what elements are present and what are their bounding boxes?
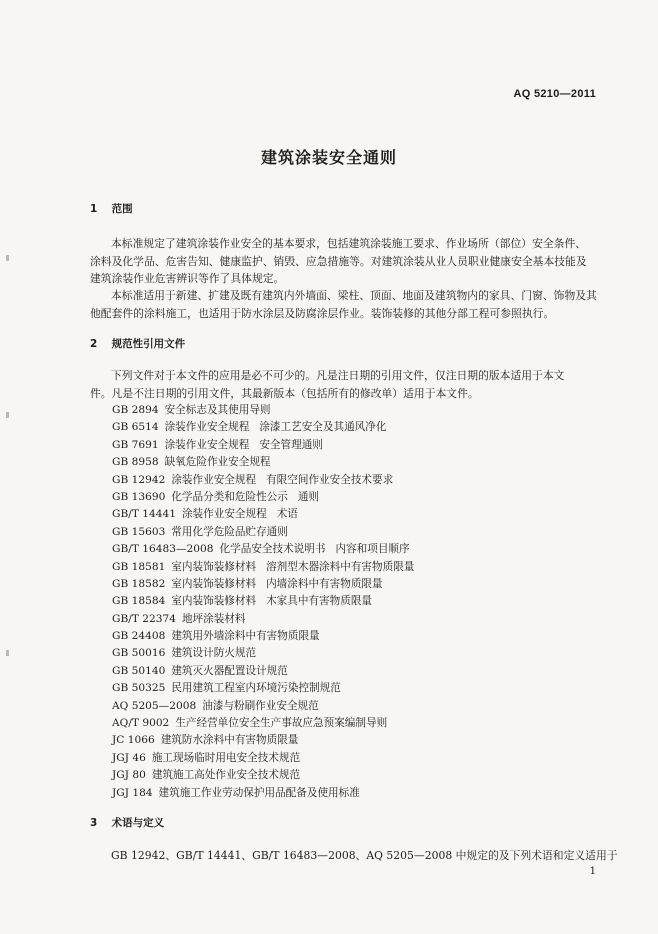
text-line: 下列文件对于本文件的应用是必不可少的。凡是注日期的引用文件，仅注日期的版本适用于本文 <box>111 369 565 382</box>
reference-title: 化学品分类和危险性公示 <box>171 490 288 503</box>
reference-item <box>112 663 414 680</box>
reference-subtitle: 涂漆工艺安全及其通风净化 <box>259 421 387 434</box>
reference-code: GB 24408 <box>112 630 166 643</box>
reference-item <box>112 506 414 523</box>
reference-title: 室内装饰装修材料 <box>171 595 257 608</box>
scan-mark <box>6 255 9 261</box>
reference-subtitle: 术语 <box>276 508 298 521</box>
text-line: 本标准规定了建筑涂装作业安全的基本要求，包括建筑涂装施工要求、作业场所（部位）安全条件、 <box>111 237 587 250</box>
reference-title: 涂装作业安全规程 <box>171 473 257 486</box>
reference-title: 涂装作业安全规程 <box>164 438 250 451</box>
reference-subtitle: 内墙涂料中有害物质限量 <box>266 577 383 590</box>
reference-title: 室内装饰装修材料 <box>171 577 257 590</box>
reference-code: GB 50325 <box>112 682 166 695</box>
reference-code: GB/T 22374 <box>112 612 176 625</box>
reference-code: GB 50140 <box>112 664 166 677</box>
text-line: 本标准适用于新建、扩建及既有建筑内外墙面、梁柱、顶面、地面及建筑物内的家具、门窗、饰物及其 <box>111 289 597 302</box>
reference-code: GB 6514 <box>112 421 159 434</box>
reference-item <box>112 559 414 576</box>
reference-title: 建筑施工高处作业安全技术规范 <box>151 769 301 782</box>
reference-code: AQ/T 9002 <box>112 717 170 730</box>
reference-code: GB 18581 <box>112 560 166 573</box>
reference-code: JGJ 46 <box>112 751 146 764</box>
reference-code: GB 12942 <box>112 473 166 486</box>
standard-code: AQ 5210—2011 <box>513 88 596 100</box>
reference-title: 缺氧危险作业安全规程 <box>164 456 271 469</box>
reference-subtitle: 内容和项目顺序 <box>335 543 410 556</box>
reference-item <box>112 541 414 558</box>
section-2-heading <box>90 336 185 351</box>
reference-item <box>112 454 414 471</box>
reference-code: GB 50016 <box>112 647 166 660</box>
reference-title: 常用化学危险品贮存通则 <box>171 525 288 538</box>
reference-item <box>112 645 414 662</box>
section-3-title: 术语与定义 <box>111 817 165 829</box>
reference-item <box>112 611 414 628</box>
text-line: 件。凡是不注日期的引用文件，其最新版本（包括所有的修改单）适用于本文件。 <box>90 386 479 400</box>
reference-item <box>112 472 414 489</box>
reference-code: GB 7691 <box>112 438 159 451</box>
reference-code: GB 13690 <box>112 490 166 503</box>
reference-subtitle: 通则 <box>297 490 320 503</box>
reference-item <box>112 680 414 697</box>
reference-title: 地坪涂装材料 <box>181 612 246 625</box>
reference-title: 生产经营单位安全生产事故应急预案编制导则 <box>175 717 388 730</box>
reference-item <box>112 489 414 506</box>
reference-item <box>112 419 414 436</box>
reference-title: 油漆与粉刷作业安全规范 <box>202 699 319 712</box>
reference-item <box>112 785 414 802</box>
reference-code: AQ 5205—2008 <box>112 699 197 712</box>
reference-title: 建筑施工作业劳动保护用品配备及使用标准 <box>158 786 360 799</box>
reference-title: 建筑灭火器配置设计规范 <box>171 664 288 677</box>
reference-item <box>112 437 414 454</box>
reference-code: JGJ 80 <box>112 769 146 782</box>
reference-subtitle: 有限空间作业安全技术要求 <box>266 473 394 486</box>
text-line: GB 12942、GB/T 14441、GB/T 16483—2008、AQ 5205—2008 中规定的及下列术语和定义适用于 <box>111 849 618 862</box>
reference-code: GB 2894 <box>112 404 159 416</box>
reference-title: 涂装作业安全规程 <box>181 508 267 521</box>
text-line: 建筑涂装作业危害辨识等作了具体规定。 <box>90 272 285 285</box>
text-line: 他配套件的涂料施工，也适用于防水涂层及防腐涂层作业。装饰装修的其他分部工程可参照执行。 <box>90 306 555 320</box>
document-title: 建筑涂装安全通则 <box>260 148 397 167</box>
reference-title: 室内装饰装修材料 <box>171 560 257 573</box>
text-line: 涂料及化学品、危害告知、健康监护、销毁、应急措施等。对建筑涂装从业人员职业健康安全基本技能及 <box>90 254 587 268</box>
section-1-heading <box>90 201 133 216</box>
reference-code: GB 8958 <box>112 456 159 469</box>
reference-subtitle: 安全管理通则 <box>259 438 323 451</box>
reference-code: GB 15603 <box>112 525 166 538</box>
section-1-paragraph-2 <box>90 287 602 322</box>
reference-title: 建筑防水涂料中有害物质限量 <box>160 734 299 747</box>
section-2-intro <box>90 367 602 402</box>
reference-title: 建筑用外墙涂料中有害物质限量 <box>171 630 320 643</box>
scan-mark <box>6 412 9 418</box>
reference-item <box>112 628 414 645</box>
section-3-heading <box>90 815 164 830</box>
section-1-number: 1 <box>90 203 98 215</box>
reference-title: 建筑设计防火规范 <box>171 647 257 660</box>
reference-subtitle: 木家具中有害物质限量 <box>266 595 373 608</box>
section-3-number: 3 <box>90 817 98 829</box>
reference-item <box>112 732 414 749</box>
reference-item <box>112 715 414 732</box>
scan-mark <box>6 650 9 656</box>
reference-item <box>112 593 414 610</box>
reference-item <box>112 402 414 419</box>
reference-item <box>112 767 414 784</box>
reference-title: 施工现场临时用电安全技术规范 <box>151 751 301 764</box>
reference-item <box>112 524 414 541</box>
reference-code: GB 18584 <box>112 595 166 608</box>
reference-item <box>112 698 414 715</box>
section-2-title: 规范性引用文件 <box>111 338 186 350</box>
reference-code: GB 18582 <box>112 577 166 590</box>
reference-title: 民用建筑工程室内环境污染控制规范 <box>171 682 341 695</box>
section-3-intro <box>90 847 618 865</box>
reference-code: GB/T 14441 <box>112 508 176 521</box>
section-1-paragraph-1 <box>90 235 602 288</box>
reference-item <box>112 750 414 767</box>
page-number: 1 <box>589 866 596 877</box>
section-2-number: 2 <box>90 338 98 350</box>
reference-code: GB/T 16483—2008 <box>112 543 214 556</box>
reference-code: JGJ 184 <box>112 786 153 799</box>
reference-subtitle: 溶剂型木器涂料中有害物质限量 <box>266 560 415 573</box>
reference-title: 涂装作业安全规程 <box>164 421 250 434</box>
reference-code: JC 1066 <box>112 734 155 747</box>
reference-title: 安全标志及其使用导则 <box>164 404 271 416</box>
reference-list <box>112 402 414 802</box>
reference-title: 化学品安全技术说明书 <box>219 543 326 556</box>
section-1-title: 范围 <box>111 203 133 215</box>
reference-item <box>112 576 414 593</box>
